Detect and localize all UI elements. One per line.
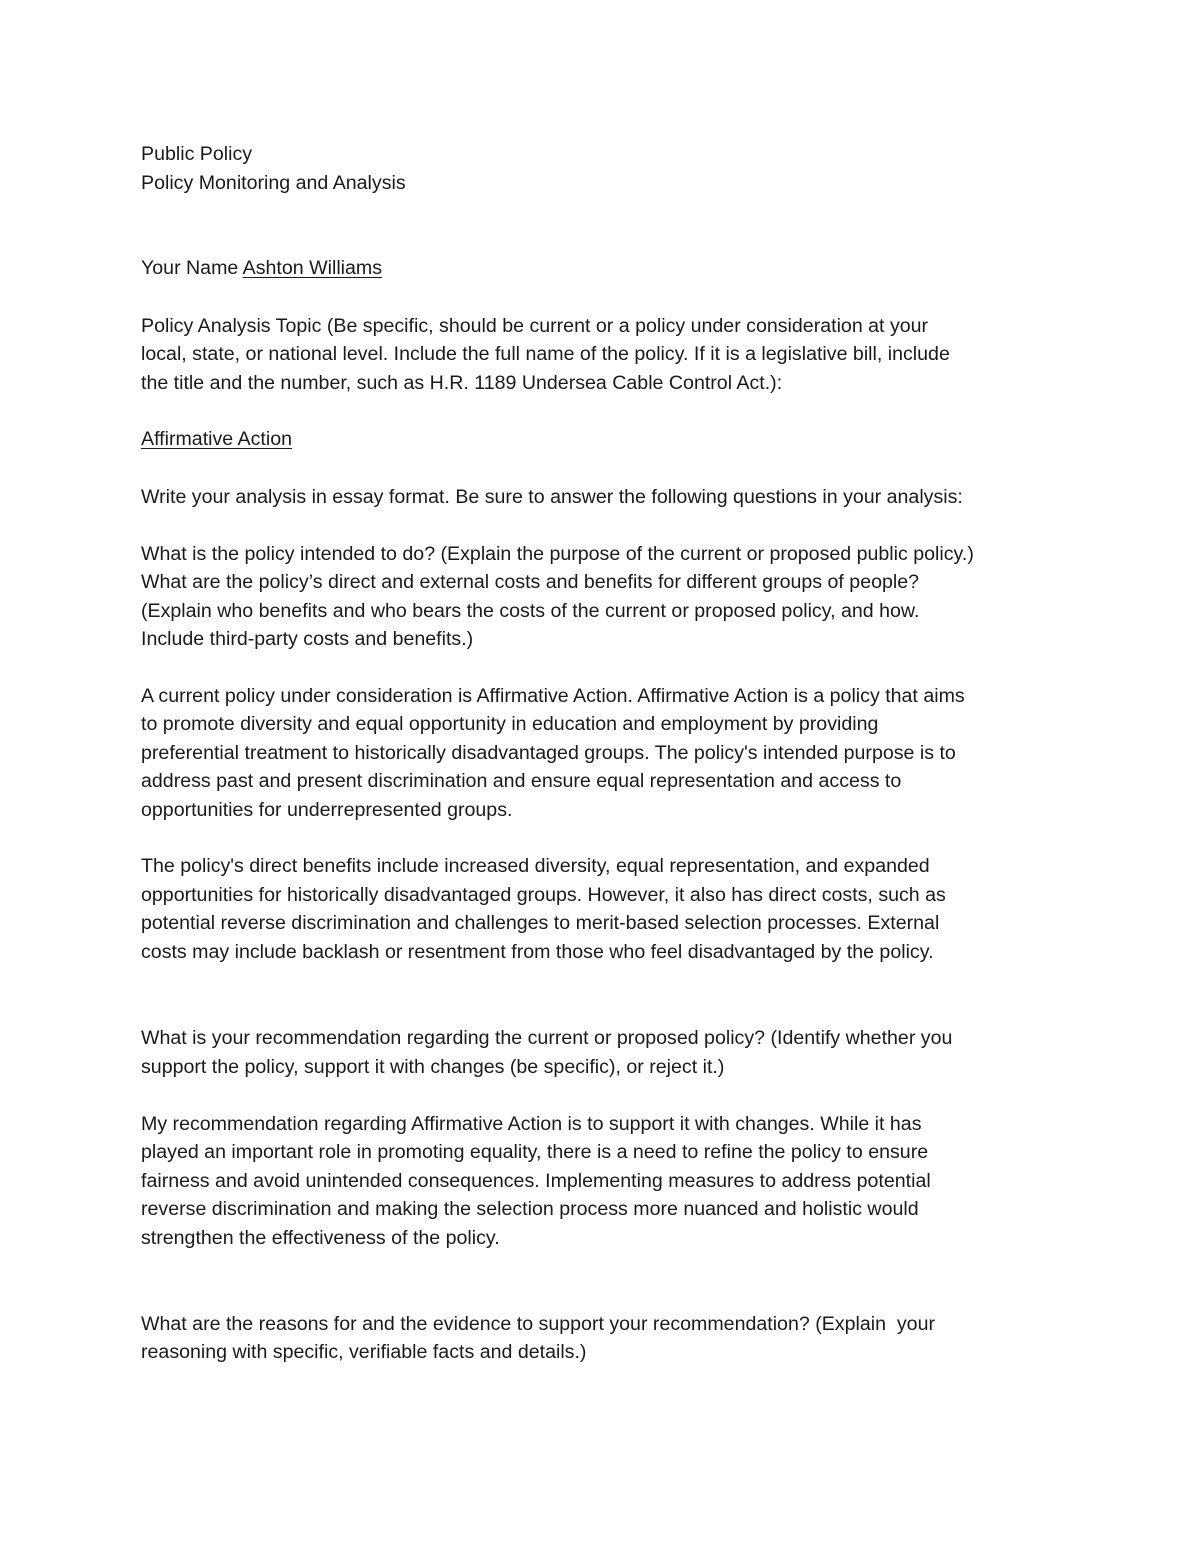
answer-1b-line: potential reverse discrimination and challenges to merit-based selection processes. External xyxy=(141,912,940,934)
answer-1a-line: opportunities for underrepresented groups. xyxy=(141,799,513,821)
answer-1b-line: opportunities for historically disadvantaged groups. However, it also has direct costs, such as xyxy=(141,884,946,906)
question-1-line: Include third-party costs and benefits.) xyxy=(141,628,474,650)
question-2-line: What is your recommendation regarding the current or proposed policy? (Identify whether you xyxy=(141,1027,953,1049)
question-3-line: reasoning with specific, verifiable facts and details.) xyxy=(141,1341,587,1363)
topic-prompt-line: the title and the number, such as H.R. 1189 Undersea Cable Control Act.): xyxy=(141,372,783,394)
question-1-line: What is the policy intended to do? (Explain the purpose of the current or proposed public policy.) xyxy=(141,543,974,565)
answer-2-line: My recommendation regarding Affirmative Action is to support it with changes. While it has xyxy=(141,1113,922,1135)
question-2-line: support the policy, support it with changes (be specific), or reject it.) xyxy=(141,1056,725,1078)
answer-1a-line: A current policy under consideration is Affirmative Action. Affirmative Action is a policy that aims xyxy=(141,685,965,707)
name-label: Your Name xyxy=(141,257,243,279)
topic-prompt-line: local, state, or national level. Include the full name of the policy. If it is a legislative bill, include xyxy=(141,343,950,365)
answer-1a-line: preferential treatment to historically disadvantaged groups. The policy's intended purpose is to xyxy=(141,742,956,764)
name-value: Ashton Williams xyxy=(242,257,383,279)
answer-2-line: played an important role in promoting equality, there is a need to refine the policy to ensure xyxy=(141,1141,929,1163)
document-page xyxy=(141,0,1066,1363)
topic-answer: Affirmative Action xyxy=(141,428,293,450)
course-title: Public Policy xyxy=(141,143,253,165)
topic-prompt-line: Policy Analysis Topic (Be specific, should be current or a policy under consideration at your xyxy=(141,315,929,337)
question-1-line: (Explain who benefits and who bears the costs of the current or proposed policy, and how. xyxy=(141,600,920,622)
answer-2-line: reverse discrimination and making the selection process more nuanced and holistic would xyxy=(141,1198,919,1220)
assignment-title: Policy Monitoring and Analysis xyxy=(141,172,406,194)
question-3-line: What are the reasons for and the evidence to support your recommendation? (Explain your xyxy=(141,1313,935,1335)
answer-2-line: strengthen the effectiveness of the policy. xyxy=(141,1227,500,1249)
answer-1a-line: address past and present discrimination and ensure equal representation and access to xyxy=(141,770,902,792)
answer-1b-line: costs may include backlash or resentment from those who feel disadvantaged by the policy. xyxy=(141,941,934,963)
instructions: Write your analysis in essay format. Be sure to answer the following questions in your analysis: xyxy=(141,486,963,508)
name-line xyxy=(141,254,382,283)
answer-1b-line: The policy's direct benefits include increased diversity, equal representation, and expanded xyxy=(141,855,930,877)
answer-2-line: fairness and avoid unintended consequences. Implementing measures to address potential xyxy=(141,1170,931,1192)
answer-1a-line: to promote diversity and equal opportunity in education and employment by providing xyxy=(141,713,879,735)
question-1-line: What are the policy’s direct and external costs and benefits for different groups of people? xyxy=(141,571,920,593)
